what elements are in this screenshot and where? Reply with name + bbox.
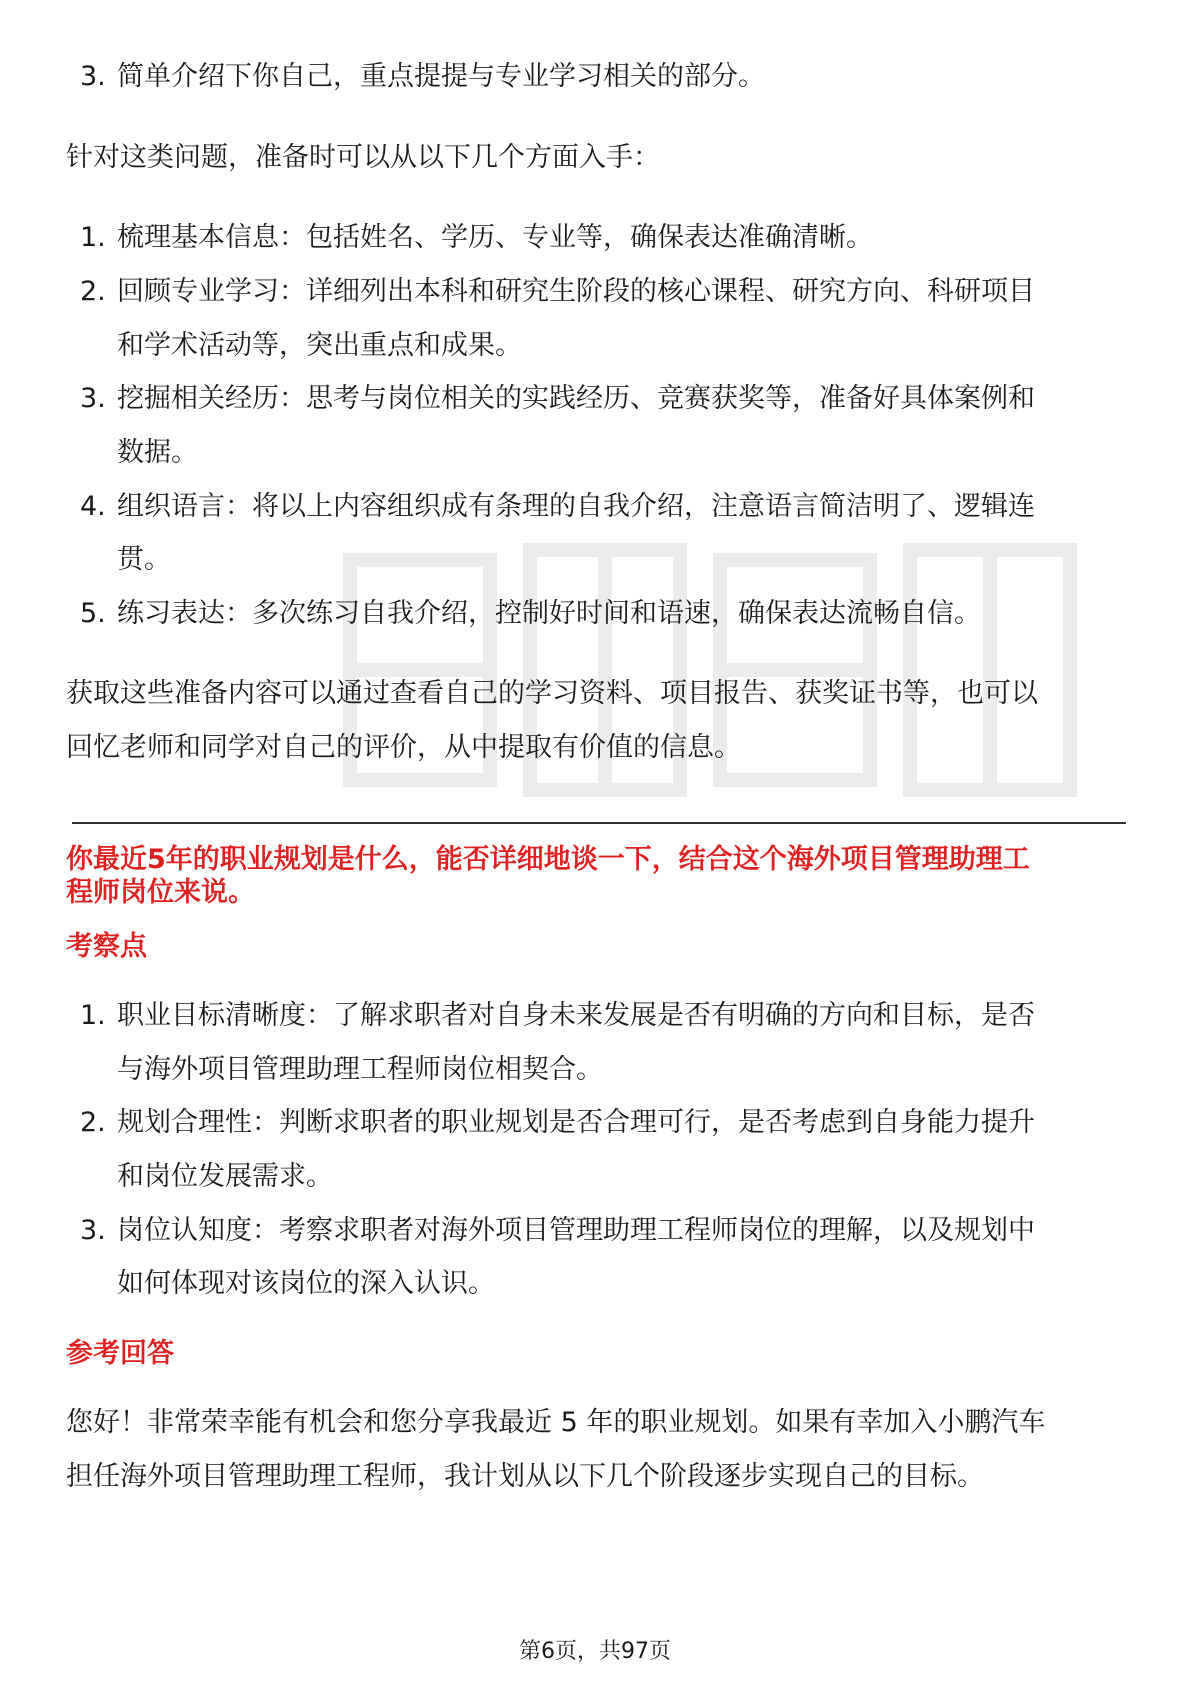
prep-item-text: 练习表达：多次练习自我介绍，控制好时间和语速，确保表达流畅自信。 <box>117 598 981 629</box>
question-title: 程师岗位来说。 <box>66 877 255 908</box>
prep-item-number: 3. <box>80 383 106 414</box>
prep-item-text: 组织语言：将以上内容组织成有条理的自我介绍，注意语言简洁明了、逻辑连 <box>117 491 1035 522</box>
focus-item-text: 岗位认知度：考察求职者对海外项目管理助理工程师岗位的理解，以及规划中 <box>117 1215 1035 1246</box>
prep-item-text: 梳理基本信息：包括姓名、学历、专业等，确保表达准确清晰。 <box>117 222 873 253</box>
prep-item-number: 1. <box>80 222 106 253</box>
answer-paragraph: 您好！非常荣幸能有机会和您分享我最近 5 年的职业规划。如果有幸加入小鹏汽车 <box>66 1407 1046 1438</box>
prep-item-text: 数据。 <box>117 437 198 468</box>
watermark-graphic <box>330 520 1090 820</box>
section-divider <box>72 822 1126 824</box>
answer-heading: 参考回答 <box>66 1338 174 1369</box>
question-title: 你最近5年的职业规划是什么，能否详细地谈一下，结合这个海外项目管理助理工 <box>66 844 1030 875</box>
answer-paragraph: 担任海外项目管理助理工程师，我计划从以下几个阶段逐步实现自己的目标。 <box>66 1461 984 1492</box>
intro-paragraph: 针对这类问题，准备时可以从以下几个方面入手： <box>66 142 660 173</box>
focus-item-number: 2. <box>80 1107 106 1138</box>
page-footer: 第6页，共97页 <box>519 1639 671 1664</box>
prep-item-number: 2. <box>80 276 106 307</box>
focus-heading: 考察点 <box>66 931 147 962</box>
focus-item-text: 规划合理性：判断求职者的职业规划是否合理可行，是否考虑到自身能力提升 <box>117 1107 1035 1138</box>
focus-item-text: 职业目标清晰度：了解求职者对自身未来发展是否有明确的方向和目标，是否 <box>117 1000 1035 1031</box>
focus-item-number: 3. <box>80 1215 106 1246</box>
prep-item-text: 回顾专业学习：详细列出本科和研究生阶段的核心课程、研究方向、科研项目 <box>117 276 1035 307</box>
prep-item-text: 贯。 <box>117 544 171 575</box>
prep-item-number: 4. <box>80 491 106 522</box>
prep-item-number: 5. <box>80 598 106 629</box>
prep-item-text: 和学术活动等，突出重点和成果。 <box>117 330 522 361</box>
prep-item-text: 挖掘相关经历：思考与岗位相关的实践经历、竞赛获奖等，准备好具体案例和 <box>117 383 1035 414</box>
focus-item-text: 和岗位发展需求。 <box>117 1161 333 1192</box>
summary-paragraph: 回忆老师和同学对自己的评价，从中提取有价值的信息。 <box>66 732 741 763</box>
summary-paragraph: 获取这些准备内容可以通过查看自己的学习资料、项目报告、获奖证书等，也可以 <box>66 678 1038 709</box>
focus-item-number: 1. <box>80 1000 106 1031</box>
focus-item-text: 如何体现对该岗位的深入认识。 <box>117 1268 495 1299</box>
list-item-text: 简单介绍下你自己，重点提提与专业学习相关的部分。 <box>117 61 765 92</box>
list-item-number: 3. <box>80 61 106 92</box>
focus-item-text: 与海外项目管理助理工程师岗位相契合。 <box>117 1054 603 1085</box>
